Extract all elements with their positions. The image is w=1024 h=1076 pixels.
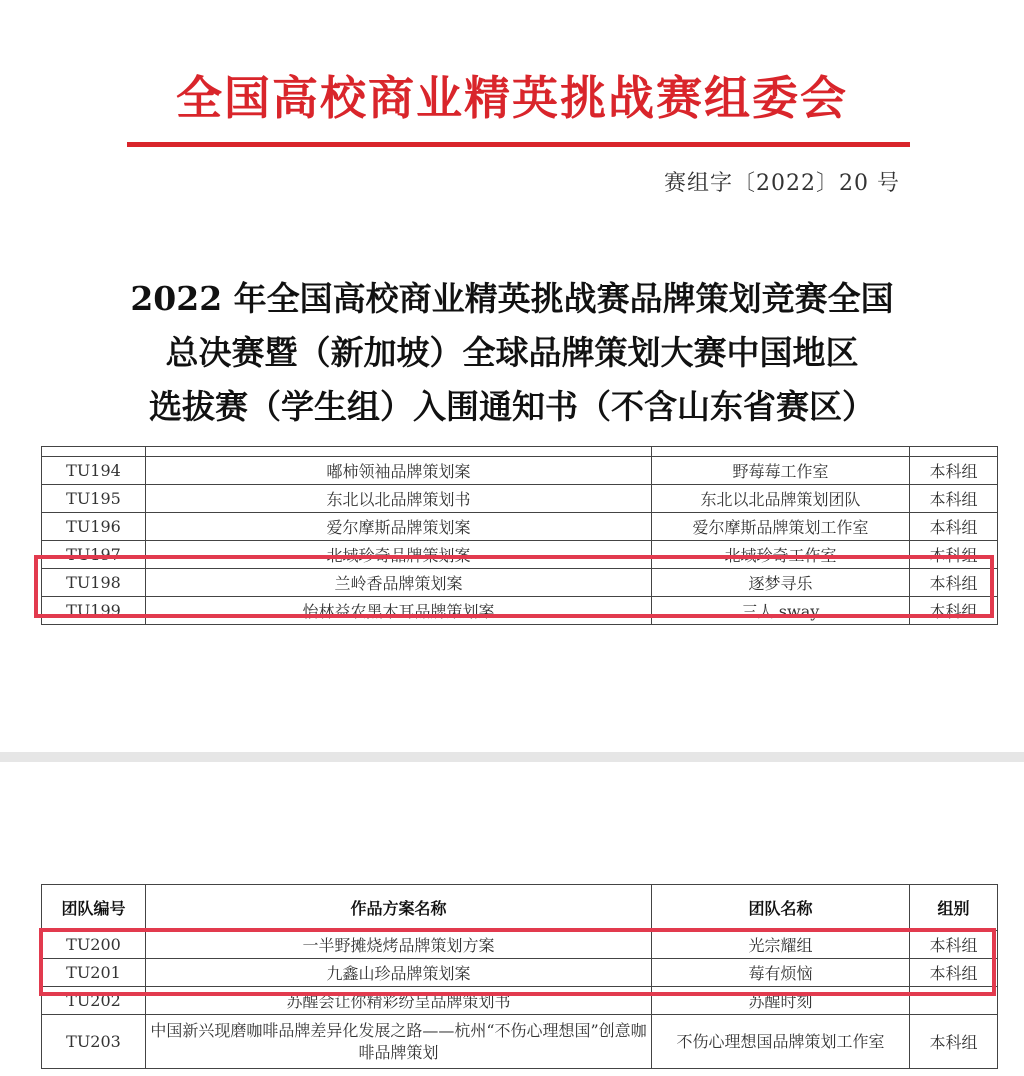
- project-name-cell: 兰岭香品牌策划案: [146, 569, 652, 597]
- team-name-cell: 苏醒时刻: [652, 987, 910, 1015]
- screenshot-divider: [0, 752, 1024, 762]
- team-name-cell: 野莓莓工作室: [652, 457, 910, 485]
- team-name-cell: 东北以北品牌策划团队: [652, 485, 910, 513]
- team-name-cell: 莓有烦恼: [652, 959, 910, 987]
- group-cell: 本科组: [910, 541, 998, 569]
- notice-title-line-1: 2022 年全国高校商业精英挑战赛品牌策划竞赛全国: [130, 279, 894, 318]
- team-id-cell: TU196: [42, 513, 146, 541]
- column-header-team-name: 团队名称: [652, 885, 910, 931]
- notice-title-line-3: 选拔赛（学生组）入围通知书（不含山东省赛区）: [149, 387, 875, 426]
- notice-title-line-2: 总决赛暨（新加坡）全球品牌策划大赛中国地区: [165, 333, 859, 372]
- team-id-cell: TU200: [42, 931, 146, 959]
- team-id-cell: TU194: [42, 457, 146, 485]
- team-id-cell: TU197: [42, 541, 146, 569]
- notice-title: [80, 272, 944, 434]
- project-name-cell: 北域珍奇品牌策划案: [146, 541, 652, 569]
- team-id-cell: TU201: [42, 959, 146, 987]
- group-cell: 本科组: [910, 1015, 998, 1069]
- highlight-box-bottom: [39, 928, 996, 996]
- team-name-cell: 北域珍奇工作室: [652, 541, 910, 569]
- group-cell: 本科组: [910, 513, 998, 541]
- team-name-cell: 爱尔摩斯品牌策划工作室: [652, 513, 910, 541]
- document-number: 赛组字〔2022〕20 号: [664, 171, 900, 196]
- group-cell: 本科组: [910, 931, 998, 959]
- highlight-box-top: [34, 555, 994, 618]
- group-cell: 本科组: [910, 569, 998, 597]
- column-header-group: 组别: [910, 885, 998, 931]
- group-cell: 本科组: [910, 485, 998, 513]
- table-header-row: [42, 885, 998, 931]
- team-name-cell: 不伤心理想国品牌策划工作室: [652, 1015, 910, 1069]
- table-row: [42, 457, 998, 485]
- table-row: [42, 513, 998, 541]
- group-cell: 本科组: [910, 959, 998, 987]
- project-name-cell: 怡林益农黑木耳品牌策划案: [146, 597, 652, 625]
- team-name-cell: 光宗耀组: [652, 931, 910, 959]
- project-name-cell: 一半野摊烧烤品牌策划方案: [146, 931, 652, 959]
- header-red-rule: [127, 142, 910, 147]
- organization-title: 全国高校商业精英挑战赛组委会: [176, 71, 848, 125]
- column-header-team-id: 团队编号: [42, 885, 146, 931]
- group-cell: 本科组: [910, 457, 998, 485]
- project-name-cell: 嘟柿领袖品牌策划案: [146, 457, 652, 485]
- team-id-cell: TU198: [42, 569, 146, 597]
- team-id-cell: TU199: [42, 597, 146, 625]
- table-row: [42, 485, 998, 513]
- table-row: [42, 1015, 998, 1069]
- project-name-cell: 爱尔摩斯品牌策划案: [146, 513, 652, 541]
- project-name-cell: 苏醒会让你精彩纷呈品牌策划书: [146, 987, 652, 1015]
- table-row: [42, 447, 998, 457]
- team-id-cell: TU202: [42, 987, 146, 1015]
- group-cell: 本科组: [910, 597, 998, 625]
- team-id-cell: TU203: [42, 1015, 146, 1069]
- team-name-cell: 三人 sway: [652, 597, 910, 625]
- project-name-cell: 九鑫山珍品牌策划案: [146, 959, 652, 987]
- project-name-cell: 东北以北品牌策划书: [146, 485, 652, 513]
- column-header-project-name: 作品方案名称: [146, 885, 652, 931]
- team-name-cell: 逐梦寻乐: [652, 569, 910, 597]
- team-id-cell: TU195: [42, 485, 146, 513]
- project-name-cell: 中国新兴现磨咖啡品牌差异化发展之路——杭州“不伤心理想国”创意咖啡品牌策划: [146, 1015, 652, 1069]
